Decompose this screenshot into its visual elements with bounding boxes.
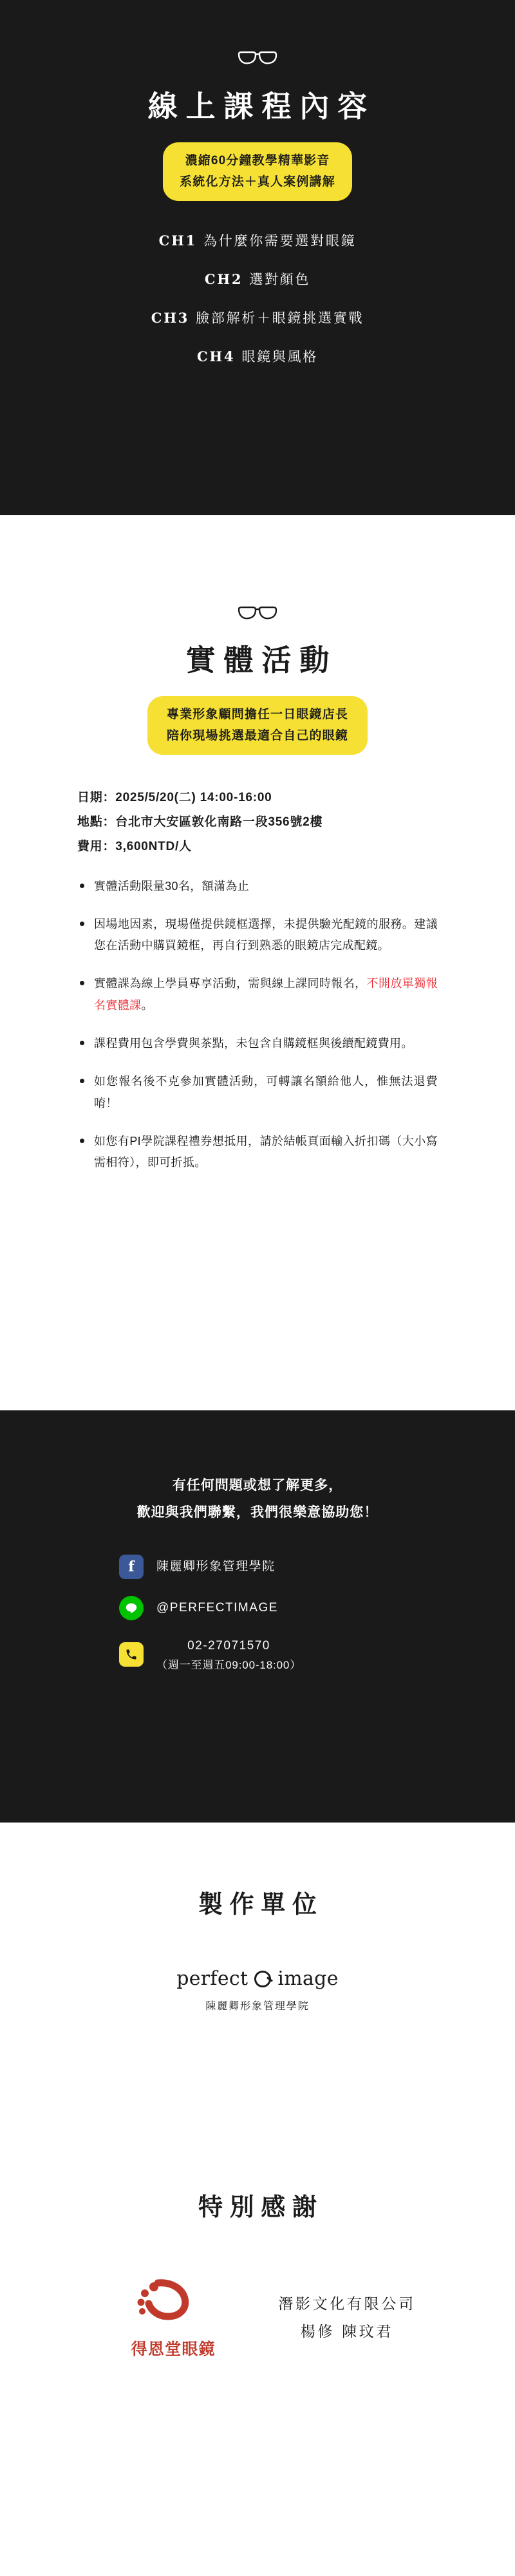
list-item: 如您有PI學院課程禮券想抵用，請於結帳頁面輸入折扣碼（大小寫需相符），即可折抵。	[77, 1131, 438, 1174]
badge-line-2: 系統化方法＋真人案例講解	[180, 175, 335, 189]
credit-company: 潛影文化有限公司	[278, 2295, 416, 2313]
chapter-number: CH2	[204, 270, 243, 287]
contact-heading-line-1: 有任何問題或想了解更多，	[172, 1478, 343, 1493]
note-text-pre: 實體課為線上學員專享活動，需與線上課同時報名，	[94, 977, 367, 990]
list-item	[77, 973, 438, 1016]
section-title: 實體活動	[185, 643, 338, 677]
section-title: 特別感謝	[198, 2192, 324, 2221]
chapter-label: 選對顏色	[249, 271, 311, 287]
footprints-icon	[135, 2318, 212, 2329]
event-location: 地點：台北市大安區敦化南路一段356號2樓	[77, 815, 323, 829]
brand-logo-left: perfect	[176, 1967, 248, 1990]
brand-logo-subtitle: 陳麗卿形象管理學院	[205, 2001, 310, 2012]
contact-row-facebook[interactable]	[119, 1555, 396, 1579]
list-item: 課程費用包含學費與茶點，未包含自購鏡框與後續配鏡費用。	[77, 1033, 438, 1054]
event-date: 日期：2025/5/20(二) 14:00-16:00	[77, 790, 272, 804]
list-item: 因場地因素，現場僅提供鏡框選擇，未提供驗光配鏡的服務。建議您在活動中購買鏡框，再自行到熟悉的眼鏡店完成配鏡。	[77, 914, 438, 957]
list-item	[116, 231, 399, 250]
eye-mark-icon	[254, 1971, 271, 1987]
live-event-section	[0, 515, 515, 1410]
list-item	[116, 269, 399, 289]
glasses-icon	[0, 605, 515, 625]
contact-row-line[interactable]	[119, 1596, 396, 1620]
event-fee: 費用：3,600NTD/人	[77, 839, 192, 853]
phone-info	[156, 1637, 301, 1672]
event-info	[77, 786, 438, 859]
badge-line-2: 陪你現場挑選最適合自己的眼鏡	[167, 729, 348, 743]
special-thanks-section	[0, 2132, 515, 2576]
chapter-number: CH3	[151, 309, 190, 326]
live-event-badge	[147, 696, 368, 755]
glasses-icon	[0, 50, 515, 70]
brand-logo-text	[0, 1967, 515, 1990]
note-text-highlight: 不開放單獨報名實體課	[94, 977, 438, 1012]
contact-list	[119, 1555, 396, 1672]
brand-logo-right: image	[277, 1967, 339, 1990]
list-item: 實體活動限量30名，額滿為止	[77, 876, 438, 897]
contact-section	[0, 1410, 515, 1823]
credit-people: 楊修 陳玟君	[300, 2323, 394, 2340]
event-notes	[77, 876, 438, 1174]
producer-section	[0, 1823, 515, 2132]
phone-icon	[119, 1642, 144, 1667]
line-icon	[119, 1596, 144, 1620]
contact-row-phone[interactable]	[119, 1637, 396, 1672]
line-id: @PERFECTIMAGE	[156, 1600, 278, 1615]
chapter-label: 臉部解析＋眼鏡挑選實戰	[196, 310, 364, 326]
thanks-content	[0, 2277, 515, 2360]
list-item	[116, 308, 399, 327]
online-course-badge	[163, 142, 352, 201]
note-text-post: 。	[141, 998, 153, 1012]
chapter-label: 為什麼你需要選對眼鏡	[203, 232, 357, 249]
credits-list	[278, 2291, 415, 2345]
facebook-page-name: 陳麗卿形象管理學院	[156, 1559, 276, 1573]
chapter-list	[116, 231, 399, 366]
chapter-number: CH4	[196, 348, 236, 365]
contact-heading	[0, 1472, 515, 1526]
chapter-label: 眼鏡與風格	[241, 348, 318, 365]
facebook-icon: f	[119, 1555, 144, 1579]
contact-heading-line-2: 歡迎與我們聯繫，我們很樂意協助您！	[136, 1505, 379, 1520]
phone-number: 02-27071570	[187, 1639, 270, 1653]
list-item	[116, 346, 399, 366]
sponsor-logo	[99, 2277, 247, 2360]
chapter-number: CH1	[158, 232, 198, 249]
badge-line-1: 專業形象顧問擔任一日眼鏡店長	[167, 708, 348, 721]
list-item: 如您報名後不克參加實體活動，可轉讓名額給他人，惟無法退費唷！	[77, 1071, 438, 1114]
sponsor-name: 得恩堂眼鏡	[131, 2340, 216, 2358]
brand-logo	[0, 1967, 515, 2012]
online-course-section	[0, 0, 515, 515]
badge-line-1: 濃縮60分鐘教學精華影音	[185, 154, 330, 167]
page-title: 線上課程內容	[147, 89, 376, 124]
phone-hours: （週一至週五09:00-18:00）	[156, 1658, 302, 1671]
section-title: 製作單位	[198, 1889, 324, 1918]
